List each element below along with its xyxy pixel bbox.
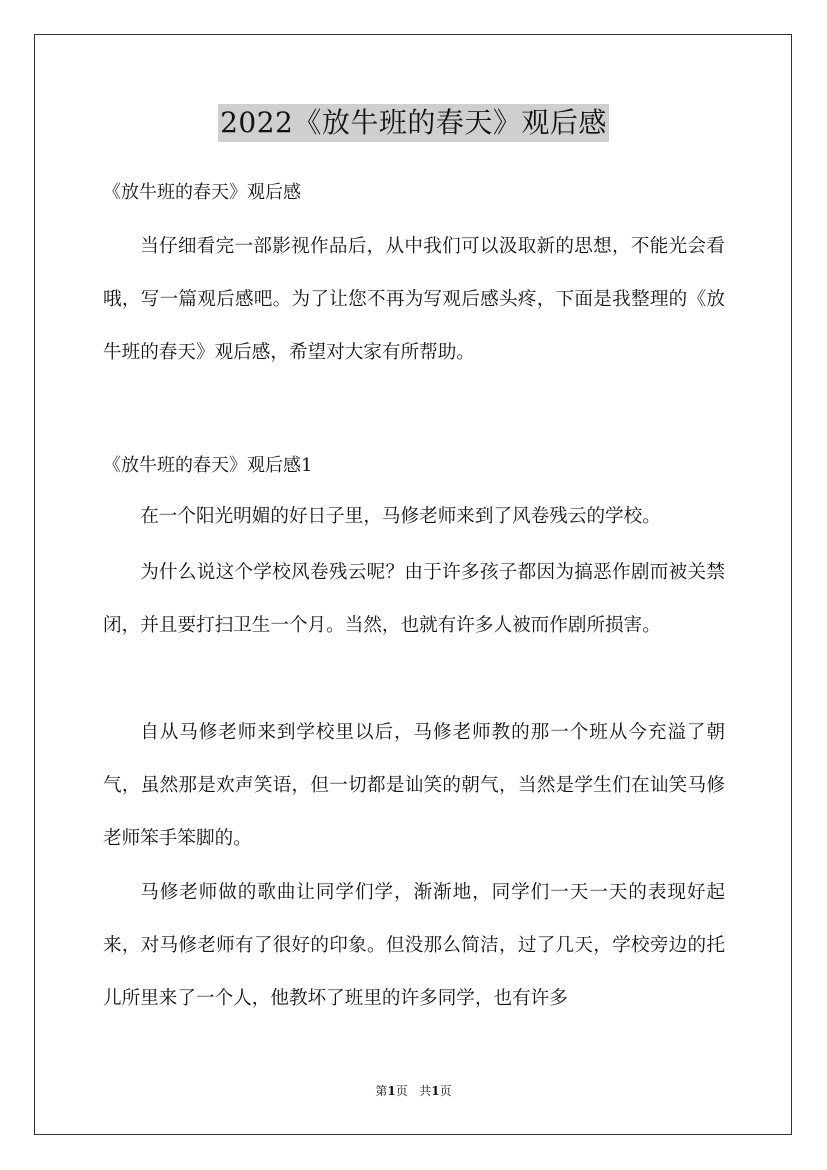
document-subtitle: 《放牛班的春天》观后感 — [103, 182, 301, 203]
footer-page-prefix: 第 — [375, 1084, 388, 1098]
body-paragraph-1: 在一个阳光明媚的好日子里，马修老师来到了风卷残云的学校。 — [140, 506, 661, 527]
title-container — [0, 104, 827, 142]
footer-total-pages: 1 — [431, 1084, 440, 1098]
section-heading-1: 《放牛班的春天》观后感1 — [103, 455, 313, 476]
footer-total-prefix: 共 — [419, 1084, 432, 1098]
page-footer — [0, 1083, 827, 1099]
footer-total-label: 页 — [439, 1084, 452, 1098]
body-paragraph-4: 马修老师做的歌曲让同学们学，渐渐地，同学们一天一天的表现好起来，对马修老师有了很好的印象。但没那么简洁，过了几天，学校旁边的托儿所里来了一个人，他教坏了班里的许多同学，也有许多 — [103, 882, 725, 1009]
intro-paragraph: 当仔细看完一部影视作品后，从中我们可以汲取新的思想，不能光会看哦，写一篇观后感吧。为了让您不再为写观后感头疼，下面是我整理的《放牛班的春天》观后感，希望对大家有所帮助。 — [103, 236, 725, 363]
body-paragraph-3: 自从马修老师来到学校里以后，马修老师教的那一个班从今充溢了朝气，虽然那是欢声笑语，但一切都是讪笑的朝气，当然是学生们在讪笑马修老师笨手笨脚的。 — [103, 722, 725, 849]
footer-page-label: 页 — [395, 1084, 408, 1098]
document-title: 2022《放牛班的春天》观后感 — [218, 104, 609, 142]
footer-page-number: 1 — [387, 1084, 396, 1098]
body-paragraph-2: 为什么说这个学校风卷残云呢？由于许多孩子都因为搞恶作剧而被关禁闭，并且要打扫卫生一个月。当然，也就有许多人被而作剧所损害。 — [103, 562, 725, 636]
